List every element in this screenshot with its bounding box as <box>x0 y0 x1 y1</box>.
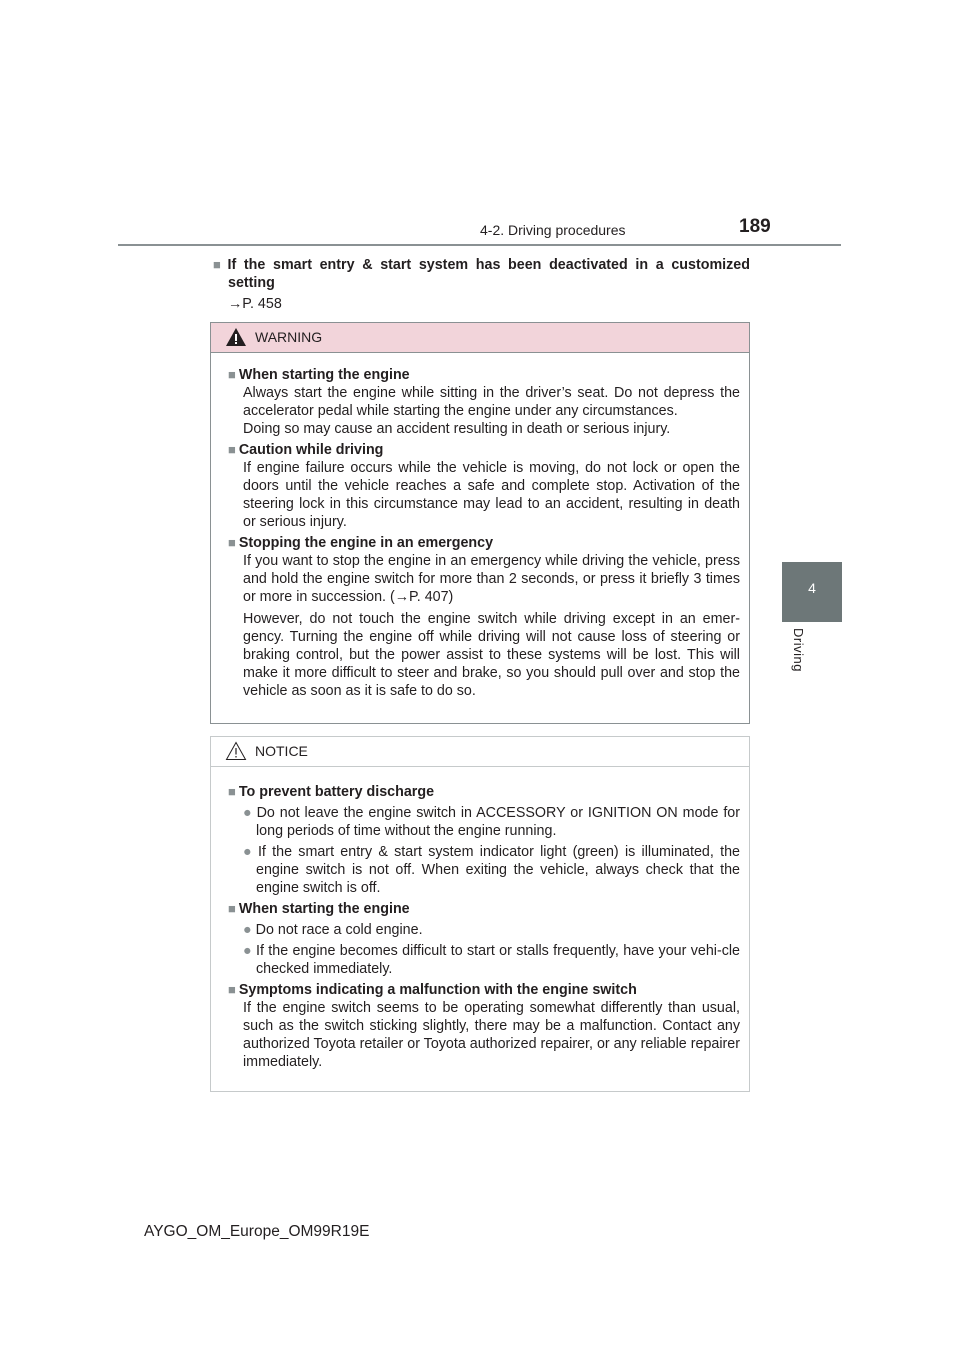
square-bullet-icon: ■ <box>228 901 236 916</box>
square-bullet-icon: ■ <box>228 367 236 382</box>
intro-heading <box>213 256 750 274</box>
notice-item-heading <box>228 981 740 999</box>
warning-title: WARNING <box>255 329 323 345</box>
square-bullet-icon: ■ <box>228 784 236 799</box>
header-rule <box>118 244 841 246</box>
page-reference: →P. 458 <box>228 296 282 312</box>
warning-item-heading-text: When starting the engine <box>238 367 410 383</box>
header-section-title: 4-2. Driving procedures <box>480 222 626 238</box>
notice-item-heading <box>228 900 740 918</box>
round-bullet-icon: ● <box>243 805 253 821</box>
square-bullet-icon: ■ <box>228 982 236 997</box>
warning-item-paragraph: If you want to stop the engine in an emergency while driving the vehicle, press and hold the engine switch for more than 2 seconds, or press it briefly 3 times or more in succession. (→P. 407) <box>243 553 740 605</box>
round-bullet-icon: ● <box>243 844 254 860</box>
notice-item-heading-text: When starting the engine <box>238 901 410 917</box>
warning-item-heading-text: Caution while driving <box>238 442 384 458</box>
notice-box <box>210 736 750 1092</box>
warning-item-heading <box>228 366 740 384</box>
notice-item-heading-text: Symptoms indicating a malfunction with the engine switch <box>238 982 637 998</box>
warning-item-paragraph: However, do not touch the engine switch while driving except in an emer-gency. Turning the engine off while driving will not cause loss of steering or braking control, but the power assist to these systems will be lost. This will make it more difficult to steer and brake, so you should pull over and stop the vehicle as soon as it is safe to do so. <box>243 611 740 699</box>
warning-item-heading <box>228 441 740 459</box>
notice-bullet <box>228 921 740 939</box>
notice-bullet <box>228 942 740 978</box>
notice-bullet-text: If the engine becomes difficult to start or stalls frequently, have your vehi-cle checked immediately. <box>256 943 740 977</box>
square-bullet-icon: ■ <box>228 535 236 550</box>
notice-item-paragraph: If the engine switch seems to be operating somewhat differently than usual, such as the switch sticking slightly, there may be a malfunction. Contact any authorized Toyota retailer or Toyota authorized repairer, or any reliable repairer immediately. <box>243 1000 740 1070</box>
chapter-label: Driving <box>791 628 806 672</box>
intro-section <box>213 256 750 313</box>
notice-item-heading <box>228 783 740 801</box>
round-bullet-icon: ● <box>243 943 253 959</box>
page-number: 189 <box>739 216 771 237</box>
caution-triangle-outline-icon <box>225 741 247 761</box>
notice-title: NOTICE <box>255 743 308 759</box>
square-bullet-icon: ■ <box>213 257 225 272</box>
notice-bullet-text: If the smart entry & start system indicator light (green) is illuminated, the engine switch is not off. When exiting the vehicle, always check that the engine switch is off. <box>256 844 740 896</box>
intro-heading-line1: If the smart entry & start system has been deactivated in a customized <box>227 257 750 273</box>
warning-item-heading <box>228 534 740 552</box>
notice-header <box>211 737 749 767</box>
warning-item-paragraph: Always start the engine while sitting in the driver’s seat. Do not depress the accelerator pedal while starting the engine under any circumstances. <box>243 385 740 419</box>
notice-bullet <box>228 843 740 897</box>
footer-doc-id: AYGO_OM_Europe_OM99R19E <box>144 1223 370 1240</box>
chapter-tab <box>782 562 842 622</box>
warning-item-paragraph: Doing so may cause an accident resulting in death or serious injury. <box>243 421 671 437</box>
intro-heading-line2: setting <box>228 275 275 291</box>
notice-bullet-text: Do not leave the engine switch in ACCESSORY or IGNITION ON mode for long periods of time without the engine running. <box>256 805 741 839</box>
round-bullet-icon: ● <box>243 922 252 938</box>
warning-box <box>210 322 750 724</box>
notice-bullet <box>228 804 740 840</box>
notice-bullet-text: Do not race a cold engine. <box>255 922 423 938</box>
notice-body <box>211 767 749 1071</box>
notice-item-heading-text: To prevent battery discharge <box>238 784 435 800</box>
warning-header <box>211 323 749 353</box>
warning-body <box>211 353 749 700</box>
square-bullet-icon: ■ <box>228 442 236 457</box>
warning-item-heading-text: Stopping the engine in an emergency <box>238 535 494 551</box>
warning-triangle-icon <box>225 327 247 347</box>
chapter-tab-number: 4 <box>808 580 816 596</box>
warning-item-paragraph: If engine failure occurs while the vehicle is moving, do not lock or open the doors until the vehicle reaches a safe and complete stop. Activation of the steering lock in this circumstance may lead to an accident, resulting in death or serious injury. <box>243 460 740 530</box>
